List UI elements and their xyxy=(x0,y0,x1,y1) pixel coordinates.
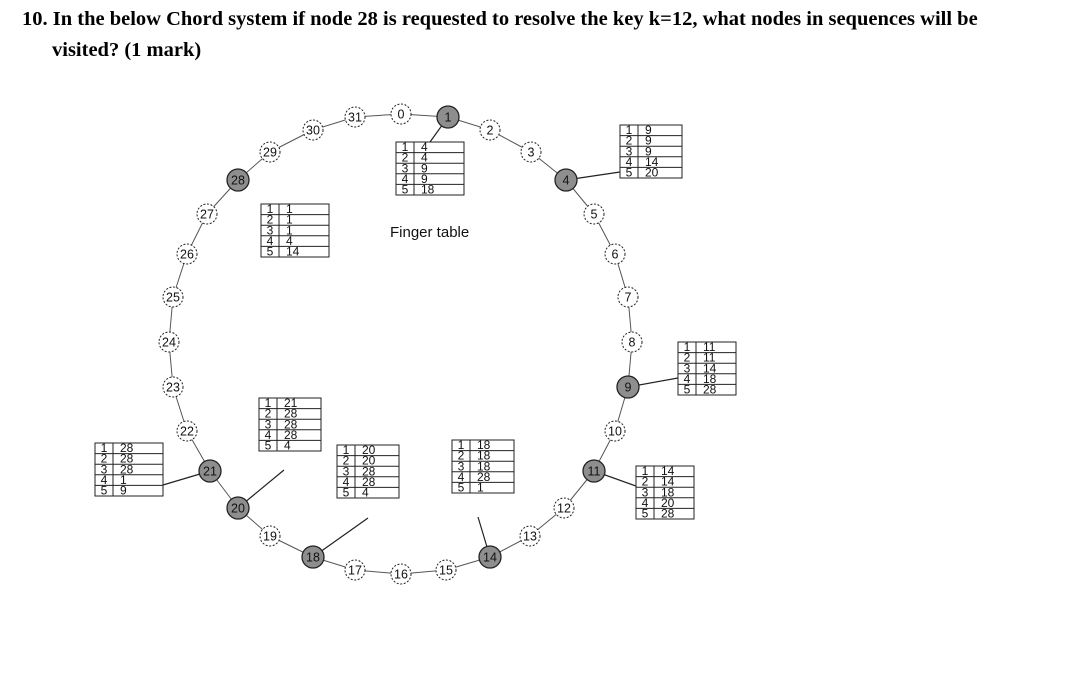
node-label: 29 xyxy=(263,145,277,160)
finger-successor: 14 xyxy=(286,244,300,259)
finger-index: 3 xyxy=(342,464,350,479)
finger-table-node-20 xyxy=(259,396,321,452)
ring-node-18 xyxy=(302,546,324,568)
finger-successor: 1 xyxy=(286,212,293,227)
finger-successor: 4 xyxy=(286,233,293,248)
finger-successor: 9 xyxy=(421,161,428,176)
node-label: 2 xyxy=(486,123,494,138)
node-label: 30 xyxy=(306,123,320,138)
node-label: 21 xyxy=(203,464,217,479)
finger-table-node-4 xyxy=(620,123,682,179)
finger-successor: 14 xyxy=(661,474,675,489)
finger-index: 2 xyxy=(264,406,272,421)
node-label: 26 xyxy=(180,247,194,262)
finger-index: 3 xyxy=(264,417,272,432)
finger-successor: 18 xyxy=(703,371,717,386)
ring-node-13 xyxy=(520,526,540,546)
question-line-2: visited? (1 mark) xyxy=(52,39,202,61)
node-label: 17 xyxy=(348,563,362,578)
ring-node-22 xyxy=(177,421,197,441)
finger-index: 4 xyxy=(457,469,465,484)
finger-index: 2 xyxy=(401,150,409,165)
finger-index: 5 xyxy=(625,165,633,180)
finger-successor: 4 xyxy=(421,140,428,155)
finger-successor: 28 xyxy=(284,427,298,442)
finger-table-node-11 xyxy=(636,464,694,520)
node-label: 24 xyxy=(162,335,176,350)
node-label: 4 xyxy=(562,173,570,188)
finger-index: 3 xyxy=(641,485,649,500)
finger-successor: 9 xyxy=(645,144,652,159)
finger-index: 1 xyxy=(264,396,272,411)
ring-node-28 xyxy=(227,169,249,191)
finger-index: 1 xyxy=(457,438,465,453)
finger-table-node-28 xyxy=(261,202,329,258)
finger-index: 3 xyxy=(683,361,691,376)
ring-node-21 xyxy=(199,460,221,482)
ring-node-2 xyxy=(480,120,500,140)
node-label: 19 xyxy=(263,529,277,544)
node-label: 25 xyxy=(166,290,180,305)
question-line-1: 10. In the below Chord system if node 28 is requested to resolve the key k=12, what nodes in sequences will be xyxy=(22,8,978,30)
finger-index: 4 xyxy=(641,495,649,510)
node-label: 10 xyxy=(608,424,622,439)
finger-index: 4 xyxy=(264,427,272,442)
ring-node-16 xyxy=(391,564,411,584)
finger-successor: 1 xyxy=(286,223,293,238)
finger-index: 1 xyxy=(342,443,350,458)
finger-successor: 18 xyxy=(477,459,491,474)
ring-node-1 xyxy=(437,106,459,128)
node-label: 0 xyxy=(397,107,405,122)
finger-index: 2 xyxy=(342,453,350,468)
finger-successor: 28 xyxy=(120,441,134,456)
node-label: 28 xyxy=(231,173,245,188)
finger-index: 5 xyxy=(457,480,465,495)
ring-node-11 xyxy=(583,460,605,482)
ring-node-9 xyxy=(617,376,639,398)
finger-index: 5 xyxy=(100,483,108,498)
finger-index: 3 xyxy=(457,459,465,474)
finger-successor: 18 xyxy=(421,182,435,197)
finger-index: 3 xyxy=(100,462,108,477)
finger-index: 4 xyxy=(683,371,691,386)
node-label: 5 xyxy=(590,207,598,222)
finger-index: 2 xyxy=(266,212,274,227)
finger-successor: 28 xyxy=(120,451,134,466)
finger-successor: 28 xyxy=(120,462,134,477)
finger-index: 5 xyxy=(266,244,274,259)
node-label: 23 xyxy=(166,380,180,395)
node-label: 22 xyxy=(180,424,194,439)
finger-successor: 9 xyxy=(421,171,428,186)
finger-table-node-1 xyxy=(396,140,464,196)
ring-node-25 xyxy=(163,287,183,307)
finger-successor: 21 xyxy=(284,396,298,411)
finger-index: 2 xyxy=(457,448,465,463)
node-label: 6 xyxy=(611,247,619,262)
finger-successor: 18 xyxy=(477,448,491,463)
ring-node-26 xyxy=(177,244,197,264)
finger-index: 3 xyxy=(266,223,274,238)
node-label: 18 xyxy=(306,550,320,565)
finger-table-node-14 xyxy=(452,438,514,494)
node-label: 15 xyxy=(439,563,453,578)
finger-successor: 11 xyxy=(703,350,716,365)
finger-successor: 4 xyxy=(284,438,291,453)
finger-successor: 20 xyxy=(645,165,659,180)
finger-index: 1 xyxy=(100,441,108,456)
finger-successor: 4 xyxy=(421,150,428,165)
finger-index: 5 xyxy=(641,506,649,521)
finger-successor: 28 xyxy=(661,506,675,521)
finger-index: 5 xyxy=(401,182,409,197)
ring-node-14 xyxy=(479,546,501,568)
finger-successor: 28 xyxy=(284,406,298,421)
finger-successor: 28 xyxy=(284,417,298,432)
finger-index: 2 xyxy=(641,474,649,489)
ring-node-24 xyxy=(159,332,179,352)
finger-successor: 14 xyxy=(703,361,717,376)
finger-index: 4 xyxy=(266,233,274,248)
node-label: 9 xyxy=(624,380,632,395)
node-label: 13 xyxy=(523,529,537,544)
finger-index: 1 xyxy=(641,464,649,479)
node-label: 1 xyxy=(444,110,452,125)
finger-index: 3 xyxy=(625,144,633,159)
finger-successor: 28 xyxy=(477,469,491,484)
ring-node-7 xyxy=(618,287,638,307)
ring-node-31 xyxy=(345,107,365,127)
node-label: 27 xyxy=(200,207,214,222)
finger-index: 5 xyxy=(264,438,272,453)
finger-index: 2 xyxy=(683,350,691,365)
finger-table-node-9 xyxy=(678,340,736,396)
finger-index: 1 xyxy=(401,140,409,155)
ring-node-6 xyxy=(605,244,625,264)
finger-index: 1 xyxy=(683,340,691,355)
ring-node-4 xyxy=(555,169,577,191)
ring-node-30 xyxy=(303,120,323,140)
finger-index: 3 xyxy=(401,161,409,176)
finger-index: 4 xyxy=(100,472,108,487)
ring-node-12 xyxy=(554,498,574,518)
finger-successor: 1 xyxy=(477,480,484,495)
finger-successor: 14 xyxy=(645,154,659,169)
node-label: 16 xyxy=(394,567,408,582)
finger-successor: 20 xyxy=(362,453,376,468)
finger-successor: 4 xyxy=(362,485,369,500)
ring-node-23 xyxy=(163,377,183,397)
ring-node-0 xyxy=(391,104,411,124)
finger-index: 1 xyxy=(625,123,633,138)
ring-node-17 xyxy=(345,560,365,580)
ring-node-8 xyxy=(622,332,642,352)
node-label: 3 xyxy=(527,145,535,160)
ring-node-29 xyxy=(260,142,280,162)
ring-node-19 xyxy=(260,526,280,546)
finger-index: 2 xyxy=(100,451,108,466)
finger-index: 2 xyxy=(625,133,633,148)
finger-successor: 1 xyxy=(286,202,293,217)
finger-successor: 18 xyxy=(661,485,675,500)
finger-successor: 11 xyxy=(703,340,716,355)
finger-successor: 18 xyxy=(477,438,491,453)
ring-node-10 xyxy=(605,421,625,441)
finger-successor: 28 xyxy=(703,382,717,397)
finger-successor: 20 xyxy=(661,495,675,510)
finger-successor: 28 xyxy=(362,474,376,489)
finger-index: 5 xyxy=(342,485,350,500)
finger-successor: 20 xyxy=(362,443,376,458)
finger-index: 5 xyxy=(683,382,691,397)
finger-successor: 28 xyxy=(362,464,376,479)
node-label: 7 xyxy=(624,290,632,305)
node-label: 12 xyxy=(557,501,571,516)
finger-index: 4 xyxy=(625,154,633,169)
ring-node-27 xyxy=(197,204,217,224)
finger-index: 4 xyxy=(342,474,350,489)
finger-tables xyxy=(95,123,736,520)
node-label: 11 xyxy=(587,464,601,479)
ring-node-15 xyxy=(436,560,456,580)
ring-node-20 xyxy=(227,497,249,519)
ring-node-5 xyxy=(584,204,604,224)
finger-index: 4 xyxy=(401,171,409,186)
node-label: 8 xyxy=(628,335,636,350)
finger-successor: 9 xyxy=(120,483,127,498)
finger-table-node-18 xyxy=(337,443,399,499)
node-label: 31 xyxy=(348,110,362,125)
ring-node-3 xyxy=(521,142,541,162)
finger-index: 1 xyxy=(266,202,274,217)
finger-successor: 9 xyxy=(645,123,652,138)
finger-successor: 9 xyxy=(645,133,652,148)
finger-table-caption: Finger table xyxy=(390,224,470,241)
node-label: 14 xyxy=(483,550,497,565)
finger-successor: 1 xyxy=(120,472,127,487)
node-label: 20 xyxy=(231,501,245,516)
finger-successor: 14 xyxy=(661,464,675,479)
finger-table-node-21 xyxy=(95,441,163,497)
